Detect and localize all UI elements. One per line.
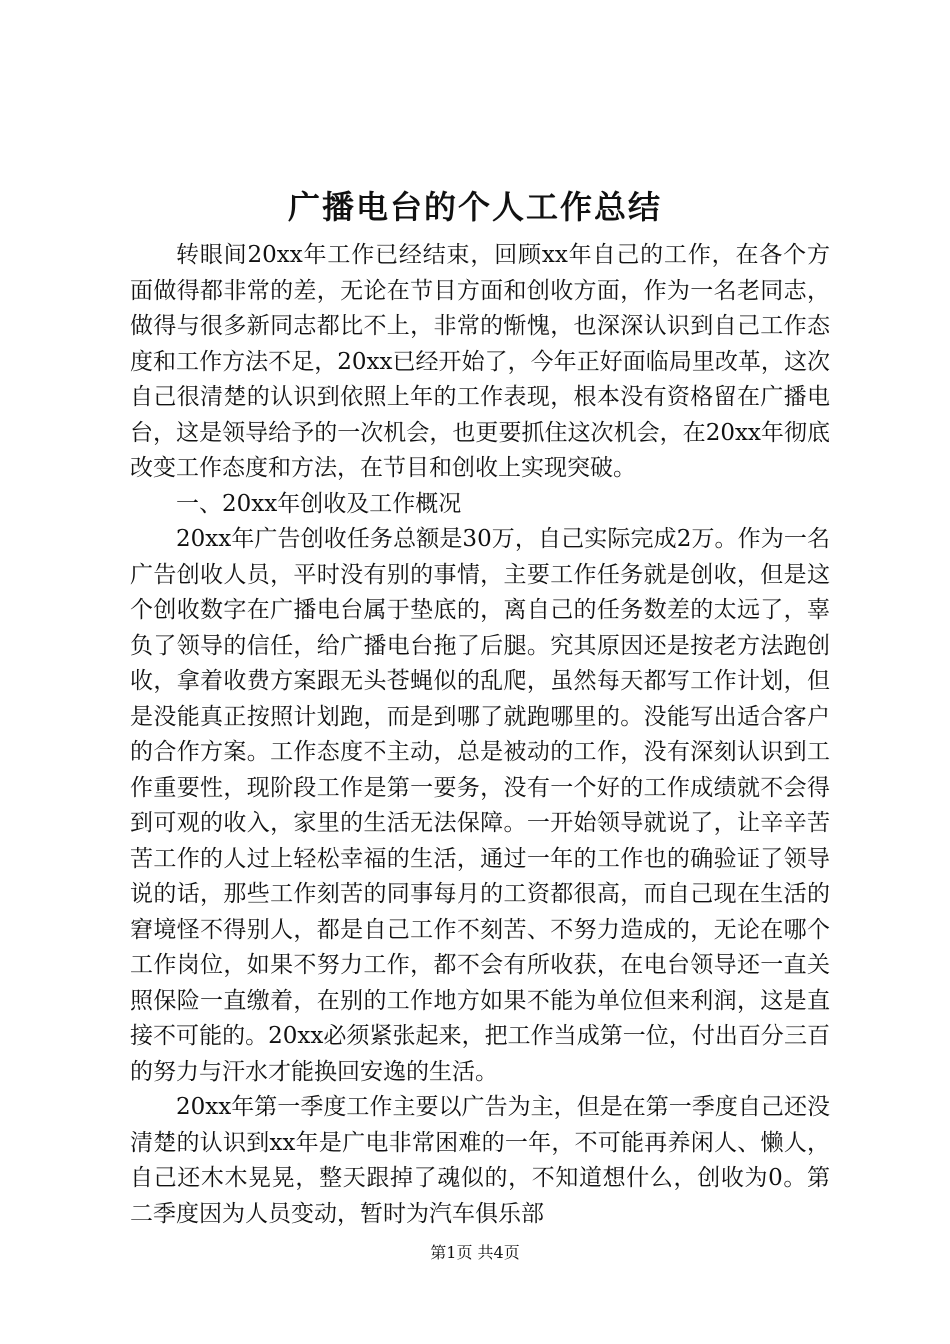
page-footer: 第1页 共4页 bbox=[430, 1243, 520, 1262]
document-body bbox=[130, 238, 830, 1232]
paragraph-intro: 转眼间20xx年工作已经结束，回顾xx年自己的工作，在各个方面做得都非常的差，无论在节目方面和创收方面，作为一名老同志，做得与很多新同志都比不上，非常的惭愧，也深深认识到自己工作态度和工作方法不足，20xx已经开始了，今年正好面临局里改革，这次自己很清楚的认识到依照上年的工作表现，根本没有资格留在广播电台，这是领导给予的一次机会，也更要抓住这次机会，在20xx年彻底改变工作态度和方法，在节目和创收上实现突破。 bbox=[130, 242, 830, 481]
section-heading: 一、20xx年创收及工作概况 bbox=[176, 490, 462, 517]
paragraph-quarter: 20xx年第一季度工作主要以广告为主，但是在第一季度自己还没清楚的认识到xx年是广电非常困难的一年，不可能再养闲人、懒人，自己还木木晃晃，整天跟掉了魂似的，不知道想什么，创收为0。第二季度因为人员变动，暂时为汽车俱乐部 bbox=[130, 1094, 830, 1227]
paragraph-overview: 20xx年广告创收任务总额是30万，自己实际完成2万。作为一名广告创收人员，平时没有别的事情，主要工作任务就是创收，但是这个创收数字在广播电台属于垫底的，离自己的任务数差的太远了，辜负了领导的信任，给广播电台拖了后腿。究其原因还是按老方法跑创收，拿着收费方案跟无头苍蝇似的乱爬，虽然每天都写工作计划，但是没能真正按照计划跑，而是到哪了就跑哪里的。没能写出适合客户的合作方案。工作态度不主动，总是被动的工作，没有深刻认识到工作重要性，现阶段工作是第一要务，没有一个好的工作成绩就不会得到可观的收入，家里的生活无法保障。一开始领导就说了，让辛辛苦苦工作的人过上轻松幸福的生活，通过一年的工作也的确验证了领导说的话，那些工作刻苦的同事每月的工资都很高，而自己现在生活的窘境怪不得别人，都是自己工作不刻苦、不努力造成的，无论在哪个工作岗位，如果不努力工作，都不会有所收获，在电台领导还一直关照保险一直缴着，在别的工作地方如果不能为单位但来利润，这是直接不可能的。20xx必须紧张起来，把工作当成第一位，付出百分三百的努力与汗水才能换回安逸的生活。 bbox=[130, 526, 830, 1085]
document-title: 广播电台的个人工作总结 bbox=[287, 188, 662, 226]
